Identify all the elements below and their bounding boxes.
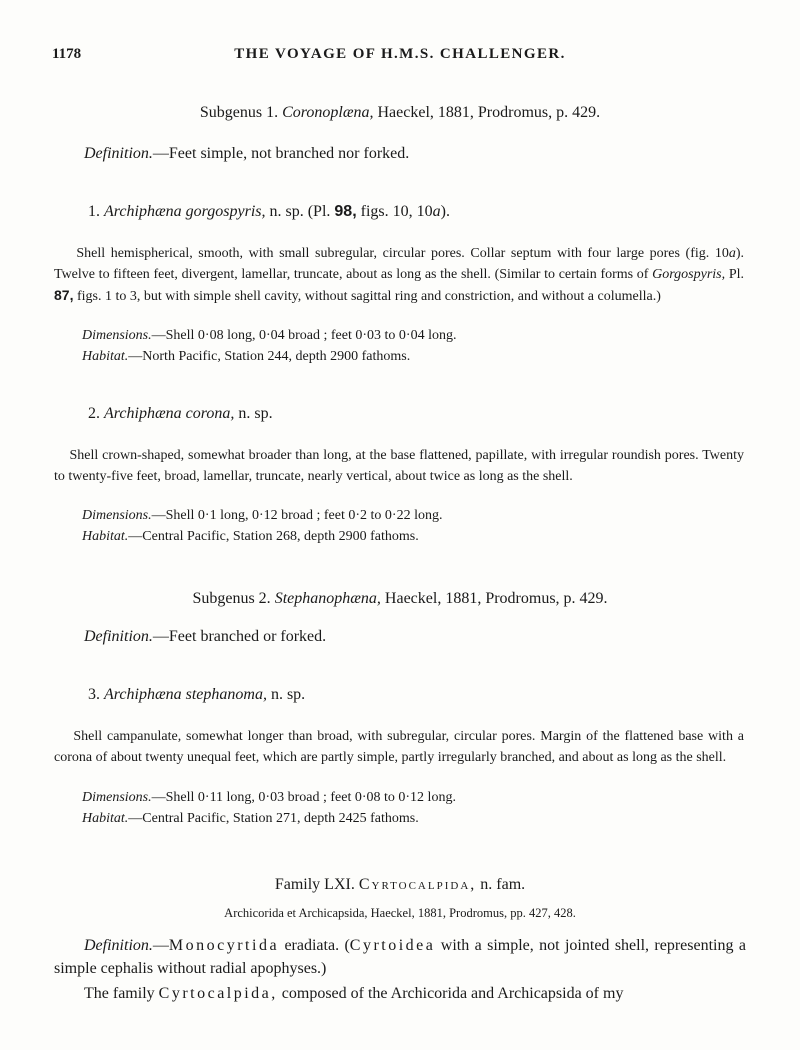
species-1-habitat: Habitat.—North Pacific, Station 244, depth 2900 fathoms. (82, 349, 411, 364)
species-1-dimensions: Dimensions.—Shell 0·08 long, 0·04 broad ; feet 0·03 to 0·04 long. (82, 328, 457, 343)
species-3-habitat: Habitat.—Central Pacific, Station 271, depth 2425 fathoms. (82, 811, 419, 826)
species-2-description: Shell crown-shaped, somewhat broader than long, at the base flattened, papillate, with irregular roundish pores. Twenty to twenty-five feet, broad, lamellar, truncate, nearly vertical, about twice as long as the shell. (54, 448, 745, 484)
page-number: 1178 (52, 46, 82, 62)
species-2-dimensions: Dimensions.—Shell 0·1 long, 0·12 broad ; feet 0·2 to 0·22 long. (82, 508, 443, 523)
species-1-heading: 1. Archiphæna gorgospyris, n. sp. (Pl. 98, figs. 10, 10a). (88, 203, 450, 220)
family-synonyms: Archicorida et Archicapsida, Haeckel, 1881, Prodromus, pp. 427, 428. (224, 906, 576, 920)
species-3-heading: 3. Archiphæna stephanoma, n. sp. (88, 686, 306, 703)
species-1-description: Shell hemispherical, smooth, with small subregular, circular pores. Collar septum with four large pores (fig. 10a). Twelve to fifteen feet, divergent, lamellar, truncate, about as long as the shell. (Similar to certain forms of Gorgospyris, Pl. 87, figs. 1 to 3, but with simple shell cavity, without sagittal ring and constriction, and without a columella.) (54, 246, 745, 304)
species-3-description: Shell campanulate, somewhat longer than broad, with subregular, circular pores. Margin of the flattened base with a corona of about twenty unequal feet, which are partly simple, partly irregularly branched, and about as long as the shell. (54, 729, 744, 765)
subgenus-1-definition: Definition.—Feet simple, not branched nor forked. (84, 145, 410, 162)
subgenus-1-heading: Subgenus 1. Coronoplæna, Haeckel, 1881, Prodromus, p. 429. (199, 104, 601, 121)
family-heading: Family LXI. Cyrtocalpida, n. fam. (274, 876, 526, 893)
family-paragraph: The family Cyrtocalpida, composed of the Archicorida and Archicapsida of my (84, 985, 624, 1002)
family-definition: Definition.—Monocyrtida eradiata. (Cyrtoidea with a simple, not jointed shell, representing a simple cephalis without radial apophyses.) (54, 937, 746, 977)
subgenus-2-heading: Subgenus 2. Stephanophæna, Haeckel, 1881, Prodromus, p. 429. (192, 590, 608, 607)
subgenus-2-definition: Definition.—Feet branched or forked. (84, 628, 327, 645)
running-title: THE VOYAGE OF H.M.S. CHALLENGER. (234, 46, 566, 62)
species-2-habitat: Habitat.—Central Pacific, Station 268, depth 2900 fathoms. (82, 529, 419, 544)
species-2-heading: 2. Archiphæna corona, n. sp. (88, 405, 273, 422)
species-3-dimensions: Dimensions.—Shell 0·11 long, 0·03 broad ; feet 0·08 to 0·12 long. (82, 790, 456, 805)
page-header (52, 46, 748, 68)
